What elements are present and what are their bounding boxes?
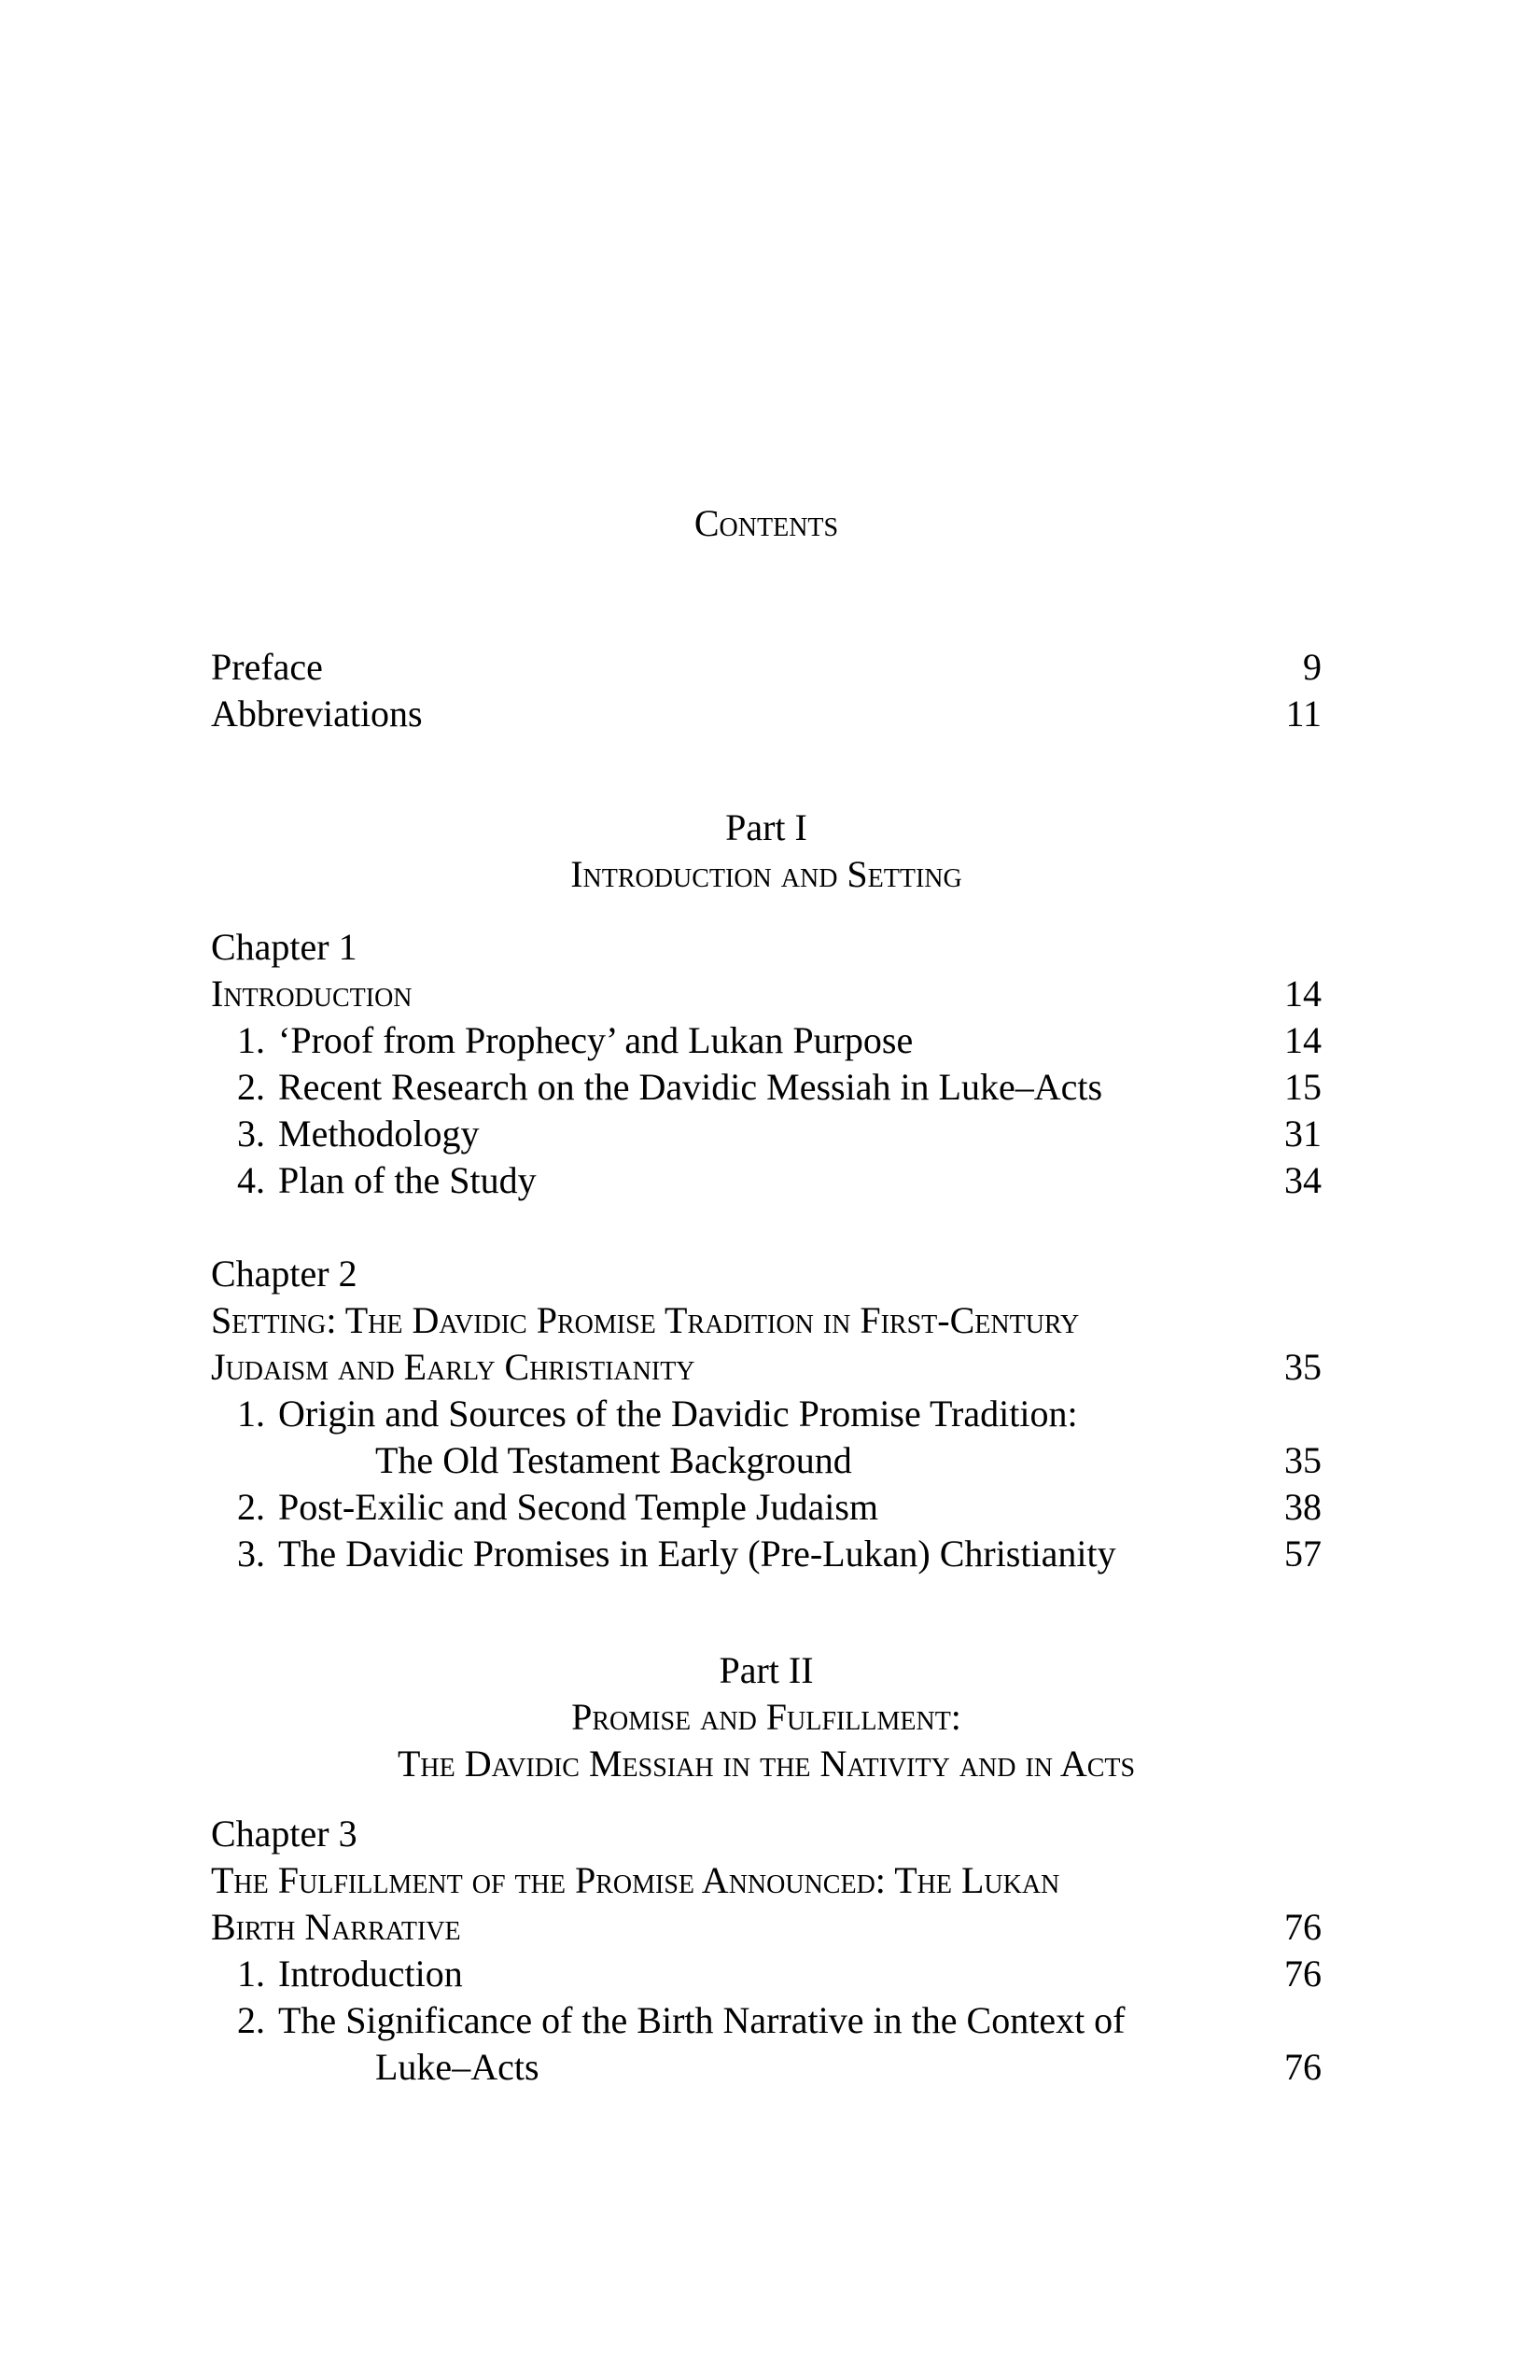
- part-1-title: Introduction and Setting: [570, 853, 962, 895]
- section-number: 2.: [237, 1999, 265, 2041]
- chapter-3-label: Chapter 3: [211, 1813, 357, 1855]
- entry-page: 31: [1284, 1113, 1322, 1155]
- section-title: Origin and Sources of the Davidic Promise Tradition:: [278, 1393, 1078, 1435]
- section-title: The Davidic Promises in Early (Pre-Lukan) Christianity: [278, 1533, 1116, 1575]
- contents-heading: Contents: [693, 502, 839, 544]
- section-number: 3.: [237, 1113, 265, 1155]
- chapter-title-line: Setting: The Davidic Promise Tradition in First-Century: [211, 1299, 1080, 1341]
- entry-page: 34: [1284, 1159, 1322, 1201]
- toc-section[interactable]: [211, 1064, 1322, 1111]
- section-number: 2.: [237, 1066, 265, 1108]
- section-title: Post-Exilic and Second Temple Judaism: [278, 1486, 879, 1528]
- section-title: Recent Research on the Davidic Messiah in Luke–Acts: [278, 1066, 1103, 1108]
- entry-page: 57: [1284, 1533, 1322, 1575]
- toc-entry-chapter-2[interactable]: [211, 1344, 1322, 1391]
- part-2-title-line: Promise and Fulfillment:: [571, 1696, 961, 1738]
- section-number: 2.: [237, 1486, 265, 1528]
- section-title: Introduction: [278, 1953, 463, 1995]
- section-title: ‘Proof from Prophecy’ and Lukan Purpose: [278, 1019, 914, 1061]
- toc-section-continuation[interactable]: [211, 2044, 1322, 2091]
- toc-section[interactable]: [211, 1951, 1322, 1997]
- chapter-2-label: Chapter 2: [211, 1253, 357, 1295]
- part-2-label: Part II: [719, 1649, 814, 1691]
- chapter-title: Introduction: [211, 973, 413, 1015]
- toc-entry-abbreviations[interactable]: [211, 691, 1322, 737]
- section-number: 1.: [237, 1953, 265, 1995]
- toc-entry-chapter-3[interactable]: [211, 1904, 1322, 1951]
- section-title: Plan of the Study: [278, 1159, 537, 1201]
- section-title: The Significance of the Birth Narrative in the Context of: [278, 1999, 1126, 2041]
- toc-section[interactable]: [211, 1484, 1322, 1531]
- section-number: 1.: [237, 1393, 265, 1435]
- entry-page: 9: [1303, 646, 1322, 688]
- toc-entry-preface[interactable]: [211, 644, 1322, 691]
- part-2-title-line: The Davidic Messiah in the Nativity and in Acts: [397, 1743, 1136, 1785]
- toc-section[interactable]: [211, 1111, 1322, 1157]
- section-number: 3.: [237, 1533, 265, 1575]
- entry-page: 76: [1284, 2046, 1322, 2088]
- section-number: 1.: [237, 1019, 265, 1061]
- chapter-title: Judaism and Early Christianity: [211, 1346, 695, 1388]
- entry-title: Abbreviations: [211, 693, 423, 735]
- entry-page: 38: [1284, 1486, 1322, 1528]
- section-title: Methodology: [278, 1113, 480, 1155]
- entry-page: 76: [1284, 1906, 1322, 1948]
- chapter-1-label: Chapter 1: [211, 926, 357, 968]
- toc-section[interactable]: [211, 1391, 1322, 1437]
- chapter-title: Birth Narrative: [211, 1906, 461, 1948]
- entry-page: 35: [1284, 1346, 1322, 1388]
- entry-page: 35: [1284, 1439, 1322, 1481]
- entry-page: 11: [1285, 693, 1322, 735]
- section-title-continued: The Old Testament Background: [375, 1439, 852, 1481]
- section-number: 4.: [237, 1159, 265, 1201]
- entry-page: 14: [1284, 1019, 1322, 1061]
- entry-page: 76: [1284, 1953, 1322, 1995]
- toc-section-continuation[interactable]: [211, 1437, 1322, 1484]
- toc-section[interactable]: [211, 1157, 1322, 1204]
- entry-page: 14: [1284, 973, 1322, 1015]
- toc-section[interactable]: [211, 1017, 1322, 1064]
- toc-section[interactable]: [211, 1531, 1322, 1577]
- chapter-title-line: The Fulfillment of the Promise Announced: The Lukan: [211, 1859, 1060, 1901]
- toc-entry-chapter-1[interactable]: [211, 971, 1322, 1017]
- entry-title: Preface: [211, 646, 323, 688]
- entry-page: 15: [1284, 1066, 1322, 1108]
- toc-section[interactable]: [211, 1997, 1322, 2044]
- part-1-label: Part I: [725, 806, 807, 848]
- section-title-continued: Luke–Acts: [375, 2046, 539, 2088]
